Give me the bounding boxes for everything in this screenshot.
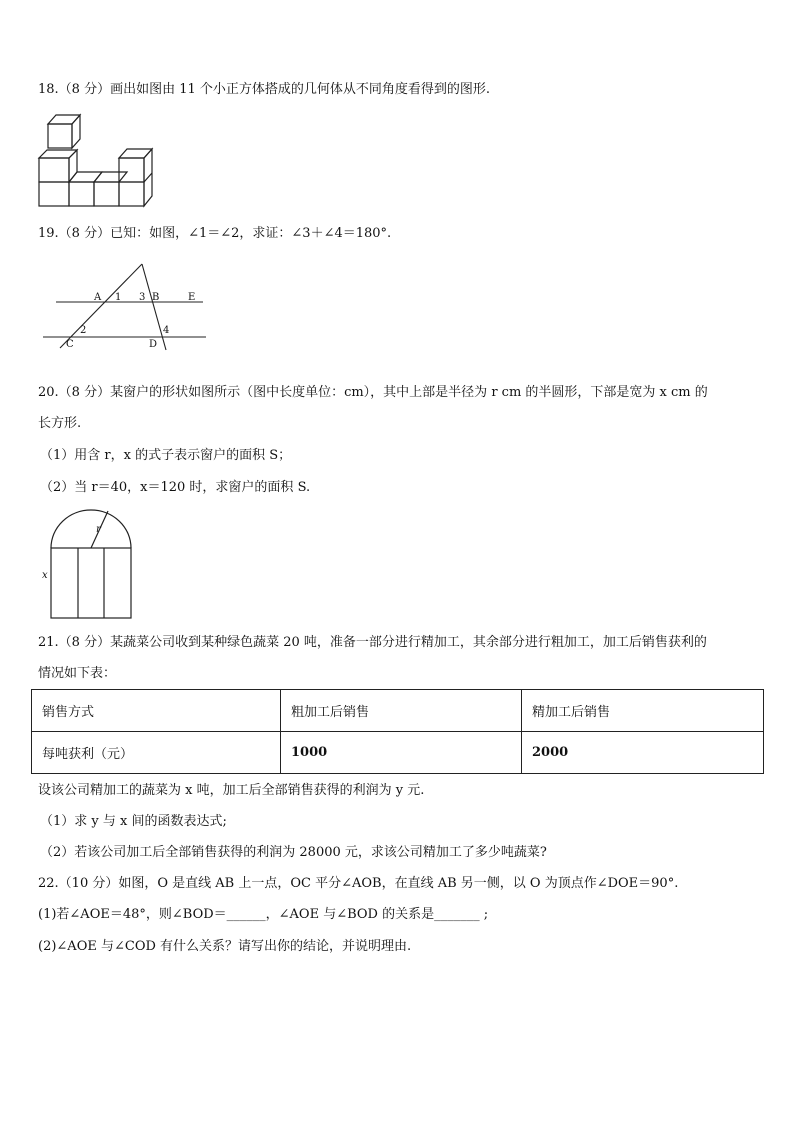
table-header-row [32, 690, 764, 732]
q19-text: 19.（8 分）已知：如图，∠1＝∠2，求证：∠3＋∠4＝180°. [38, 226, 392, 241]
q18-text: 18.（8 分）画出如图由 11 个小正方体搭成的几何体从不同角度看得到的图形. [38, 82, 491, 97]
label-1: 1 [115, 292, 122, 303]
label-A: A [94, 292, 102, 303]
q21-text-line2: 情况如下表： [38, 666, 117, 681]
table-row [32, 732, 764, 774]
q21-after-table: 设该公司精加工的蔬菜为 x 吨，加工后全部销售获得的利润为 y 元. [38, 783, 425, 798]
label-r: r [96, 524, 101, 535]
label-4: 4 [163, 325, 170, 336]
q18-cube-figure [36, 110, 160, 210]
q20-text-line1: 20.（8 分）某窗户的形状如图所示（图中长度单位：cm），其中上部是半径为 r cm 的半圆形，下部是宽为 x cm 的 [38, 385, 708, 400]
q22-text: 22.（10 分）如图，O 是直线 AB 上一点，OC 平分∠AOB，在直线 AB 另一侧，以 O 为顶点作∠DOE＝90°. [38, 876, 679, 891]
label-C: C [66, 339, 74, 350]
label-3: 3 [139, 292, 146, 303]
q20-text-line2: 长方形. [38, 416, 82, 431]
table-cell: 1000 [281, 732, 522, 774]
q20-part2: （2）当 r＝40，x＝120 时，求窗户的面积 S. [40, 480, 311, 495]
label-x: x [42, 570, 48, 581]
q21-text-line1: 21.（8 分）某蔬菜公司收到某种绿色蔬菜 20 吨，准备一部分进行精加工，其余部分进行粗加工，加工后销售获利的 [38, 635, 707, 650]
table-cell: 每吨获利（元） [32, 732, 281, 774]
q21-part2: （2）若该公司加工后全部销售获得的利润为 28000 元，求该公司精加工了多少吨蔬菜? [40, 845, 547, 860]
q22-part2: (2)∠AOE 与∠COD 有什么关系？请写出你的结论，并说明理由. [38, 939, 412, 954]
label-E: E [188, 292, 196, 303]
label-2: 2 [80, 325, 87, 336]
q21-part1: （1）求 y 与 x 间的函数表达式; [40, 814, 227, 829]
label-D: D [149, 339, 158, 350]
table-header-cell: 销售方式 [32, 690, 281, 732]
q22-part1: (1)若∠AOE＝48°，则∠BOD＝______，∠AOE 与∠BOD 的关系是_______ ; [38, 907, 489, 922]
sales-table [31, 689, 764, 774]
label-B: B [152, 292, 160, 303]
table-header-cell: 精加工后销售 [522, 690, 764, 732]
q20-part1: （1）用含 r，x 的式子表示窗户的面积 S； [40, 448, 292, 463]
table-header-cell: 粗加工后销售 [281, 690, 522, 732]
q20-window-figure [36, 506, 136, 622]
table-cell: 2000 [522, 732, 764, 774]
q19-parallel-lines-figure [38, 260, 213, 352]
